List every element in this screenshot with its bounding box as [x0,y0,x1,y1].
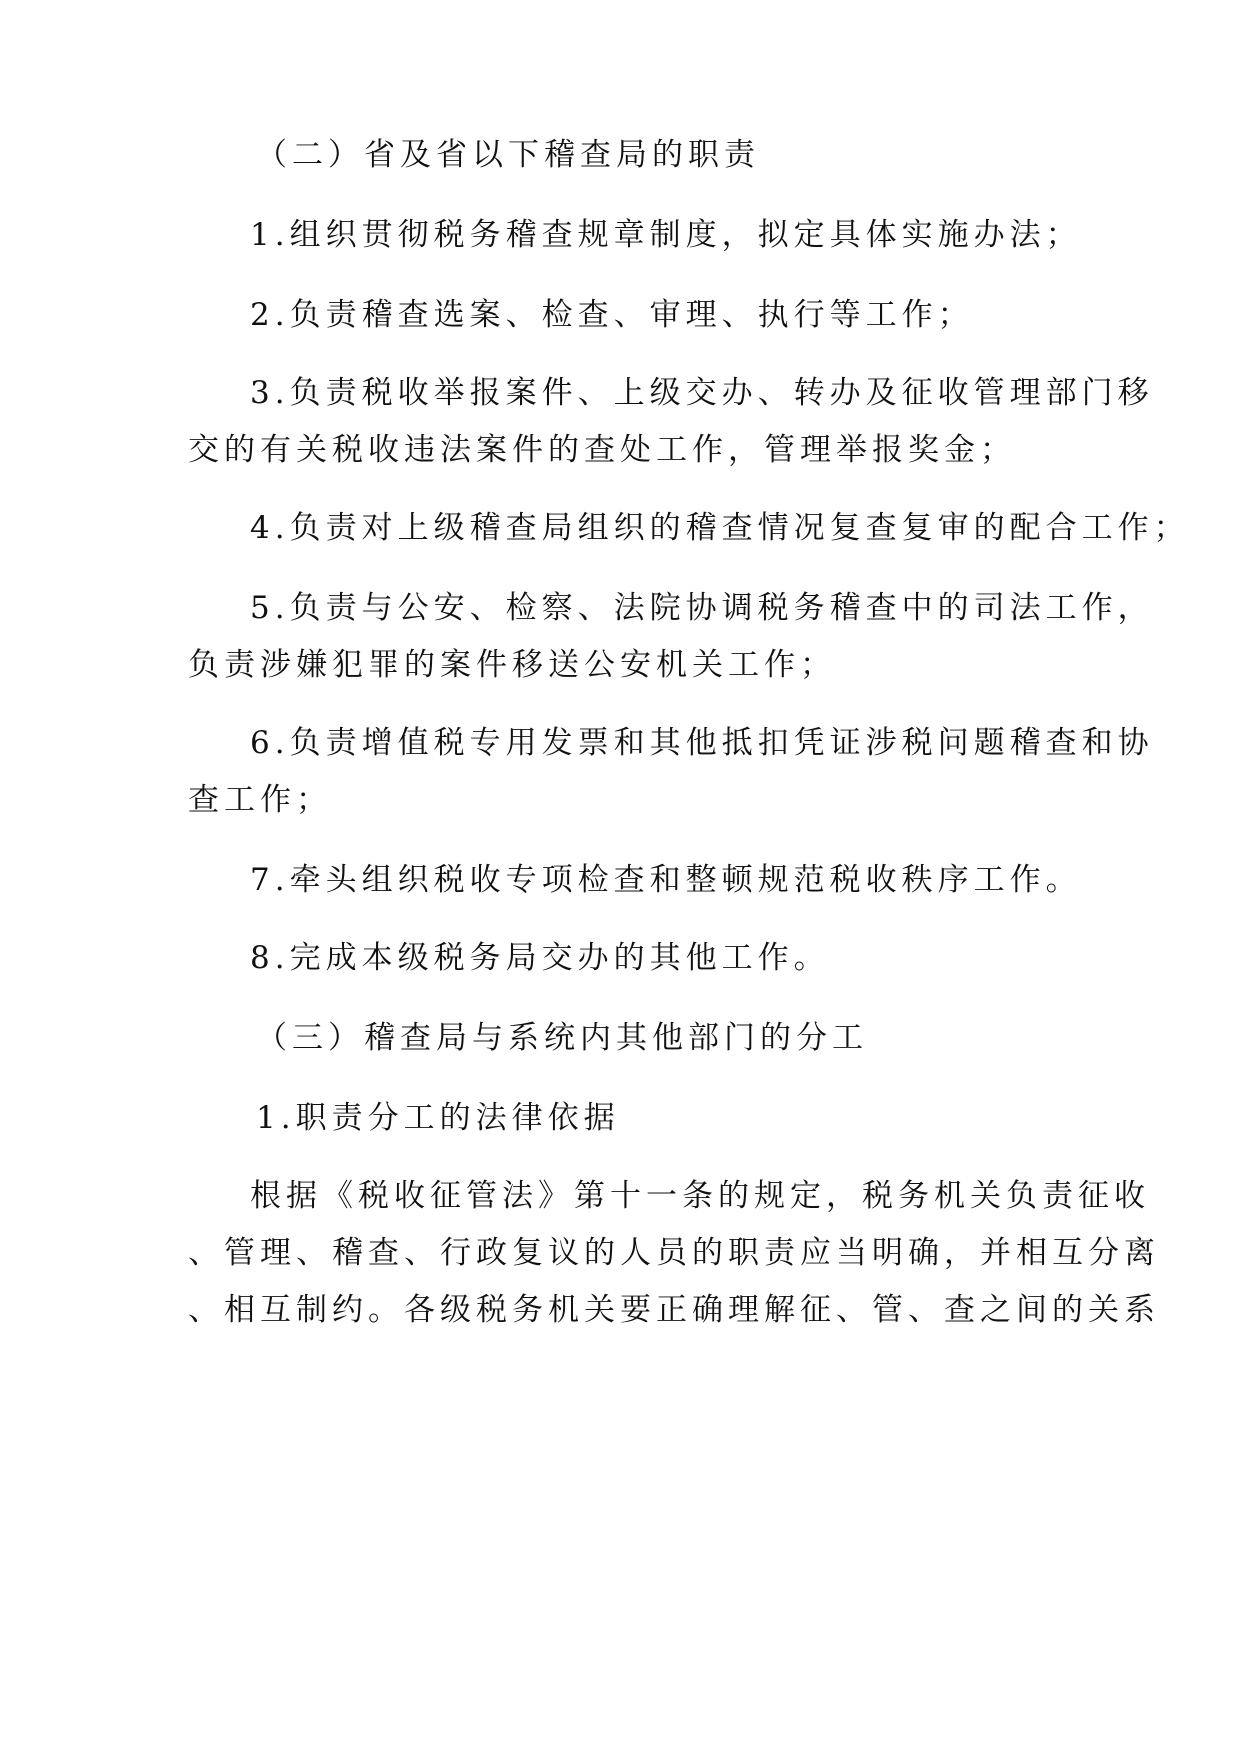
paragraph-line-2: 、管理、稽查、行政复议的人员的职责应当明确，并相互分离 [188,1235,1160,1271]
section-heading-2: （二）省及省以下稽查局的职责 [256,137,760,173]
list-item-4: 4.负责对上级稽查局组织的稽查情况复查复审的配合工作； [250,510,1190,546]
list-item-8: 8.完成本级税务局交办的其他工作。 [250,940,830,976]
list-item-5-line-1: 5.负责与公安、检察、法院协调税务稽查中的司法工作， [250,590,1154,626]
paragraph-line-1: 根据《税收征管法》第十一条的规定，税务机关负责征收 [250,1178,1150,1214]
list-item-6-line-2: 查工作； [188,782,332,818]
list-item-6-line-1: 6.负责增值税专用发票和其他抵扣凭证涉税问题稽查和协 [250,725,1154,761]
subsection-heading-1: 1.职责分工的法律依据 [256,1100,620,1136]
list-item-7: 7.牵头组织税收专项检查和整顿规范税收秩序工作。 [250,862,1082,898]
list-item-5-line-2: 负责涉嫌犯罪的案件移送公安机关工作； [188,647,836,683]
list-item-3-line-1: 3.负责税收举报案件、上级交办、转办及征收管理部门移 [250,375,1154,411]
list-item-1: 1.组织贯彻税务稽查规章制度，拟定具体实施办法； [250,217,1082,253]
paragraph-line-3: 、相互制约。各级税务机关要正确理解征、管、查之间的关系 [188,1292,1160,1328]
section-heading-3: （三）稽查局与系统内其他部门的分工 [256,1020,868,1056]
list-item-2: 2.负责稽查选案、检查、审理、执行等工作； [250,297,974,333]
list-item-3-line-2: 交的有关税收违法案件的查处工作，管理举报奖金； [188,432,1016,468]
